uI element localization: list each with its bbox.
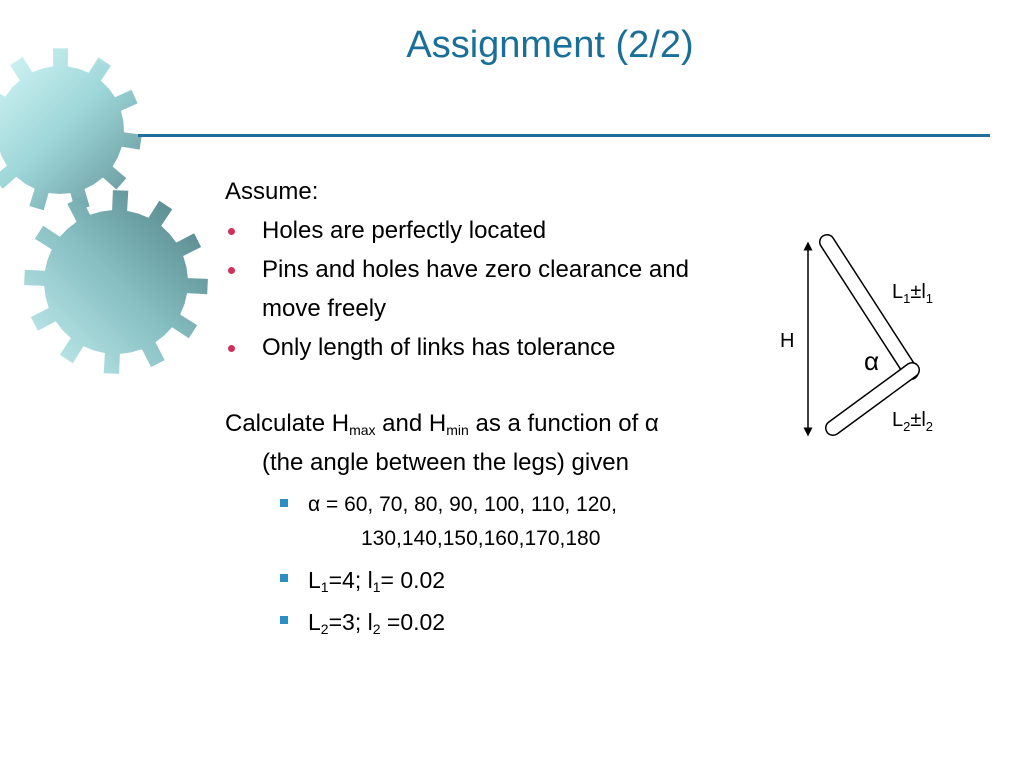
title-divider xyxy=(138,134,990,137)
assumption-item: Holes are perfectly located xyxy=(225,211,785,250)
alpha-values: α = 60, 70, 80, 90, 100, 110, 120, xyxy=(225,488,785,522)
calc-sub-min: min xyxy=(446,422,469,438)
l1-mid: =4; l xyxy=(328,567,373,593)
l2-symbol: L xyxy=(308,609,321,635)
calc-sub-max: max xyxy=(349,422,376,438)
l1-symbol: L xyxy=(308,567,321,593)
l1-tol-sub: 1 xyxy=(372,579,381,595)
leg2-label: $L_2\pm l_2$ xyxy=(892,409,934,434)
gear-top-icon xyxy=(0,48,142,210)
calc-prefix: Calculate H xyxy=(225,410,350,437)
slide-title: Assignment (2/2) xyxy=(406,24,694,66)
l2-mid: =3; l xyxy=(328,609,373,635)
spacer xyxy=(225,367,785,404)
slide-body xyxy=(225,172,785,640)
alpha-values-continuation: 130,140,150,160,170,180 xyxy=(361,527,601,550)
angle-label: α xyxy=(864,346,880,376)
l2-sub: 2 xyxy=(320,621,329,637)
calc-mid: and H xyxy=(375,410,447,437)
l1-value: = 0.02 xyxy=(380,567,446,593)
assumption-item-continuation: move freely xyxy=(262,295,387,322)
l1-sub: 1 xyxy=(320,579,329,595)
l2-given xyxy=(225,604,785,640)
linkage-diagram xyxy=(760,220,980,460)
assume-heading: Assume: xyxy=(225,178,319,205)
calculate-statement-continuation: (the angle between the legs) given xyxy=(262,449,629,476)
gear-bottom-icon xyxy=(24,190,208,374)
l1-given xyxy=(225,562,785,598)
assumption-item: Only length of links has tolerance xyxy=(225,328,785,367)
l2-value: =0.02 xyxy=(380,609,446,635)
calc-suffix: as a function of α xyxy=(468,410,659,437)
gear-shape xyxy=(0,48,142,210)
calculate-statement xyxy=(225,404,785,443)
leg1-label: $L_1\pm l_1$ xyxy=(892,281,934,306)
height-label: H xyxy=(780,330,795,352)
l2-tol-sub: 2 xyxy=(372,621,381,637)
gear-shape xyxy=(24,190,208,374)
assumption-item: Pins and holes have zero clearance and xyxy=(225,250,785,289)
